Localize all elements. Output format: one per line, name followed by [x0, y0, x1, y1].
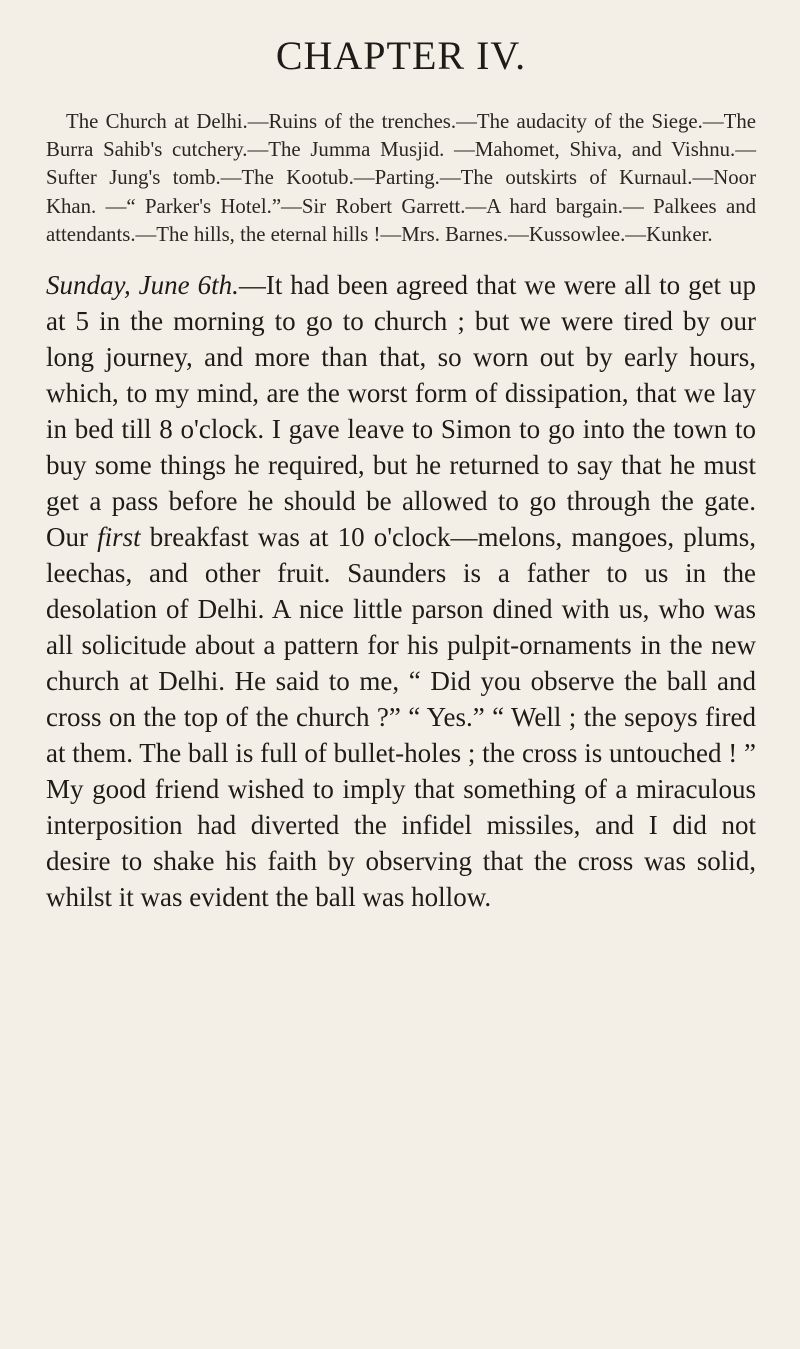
- chapter-title: CHAPTER IV.: [275, 33, 527, 78]
- emphasized-word: first: [97, 522, 141, 553]
- body-text-part-1: —It had been agreed that we were all to get up at 5 in the morning to go to church ; but we were tired by our long journey, and more than that, so worn out by early hours, which, to my mind, are the worst form of dissipation, that we lay in bed till 8 o'clock. I gave leave to Simon to go into the town to buy some things he required, but he returned to say that he must get a pass before he should be allowed to go through the gate. Our: [46, 270, 756, 553]
- body-text-part-2: breakfast was at 10 o'clock—melons, mangoes, plums, leechas, and other fruit. Saunders is a father to us in the desolation of Delhi. A nice little parson dined with us, who was all solicitude about a pattern for his pulpit-ornaments in the new church at Delhi. He said to me, “ Did you observe the ball and cross on the top of the church ?” “ Yes.” “ Well ; the sepoys fired at them. The ball is full of bullet-holes ; the cross is untouched ! ” My good friend wished to imply that something of a miraculous interposition had diverted the infidel missiles, and I did not desire to shake his faith by observing that the cross was solid, whilst it was evident the ball was hollow.: [46, 522, 757, 913]
- dateline: Sunday, June 6th.: [46, 270, 239, 301]
- chapter-summary: The Church at Delhi.—Ruins of the trenches.—The audacity of the Siege.—The Burra Sahib's cutchery.—The Jumma Musjid. —Mahomet, Shiva, and Vishnu.—Sufter Jung's tomb.—The Kootub.—Parting.—The outskirts of Kurnaul.—Noor Khan. —“ Parker's Hotel.”—Sir Robert Garrett.—A hard bargain.— Palkees and attendants.—The hills, the eternal hills !—Mrs. Barnes.—Kussowlee.—Kunker.: [46, 110, 756, 246]
- body-paragraph: [46, 267, 756, 915]
